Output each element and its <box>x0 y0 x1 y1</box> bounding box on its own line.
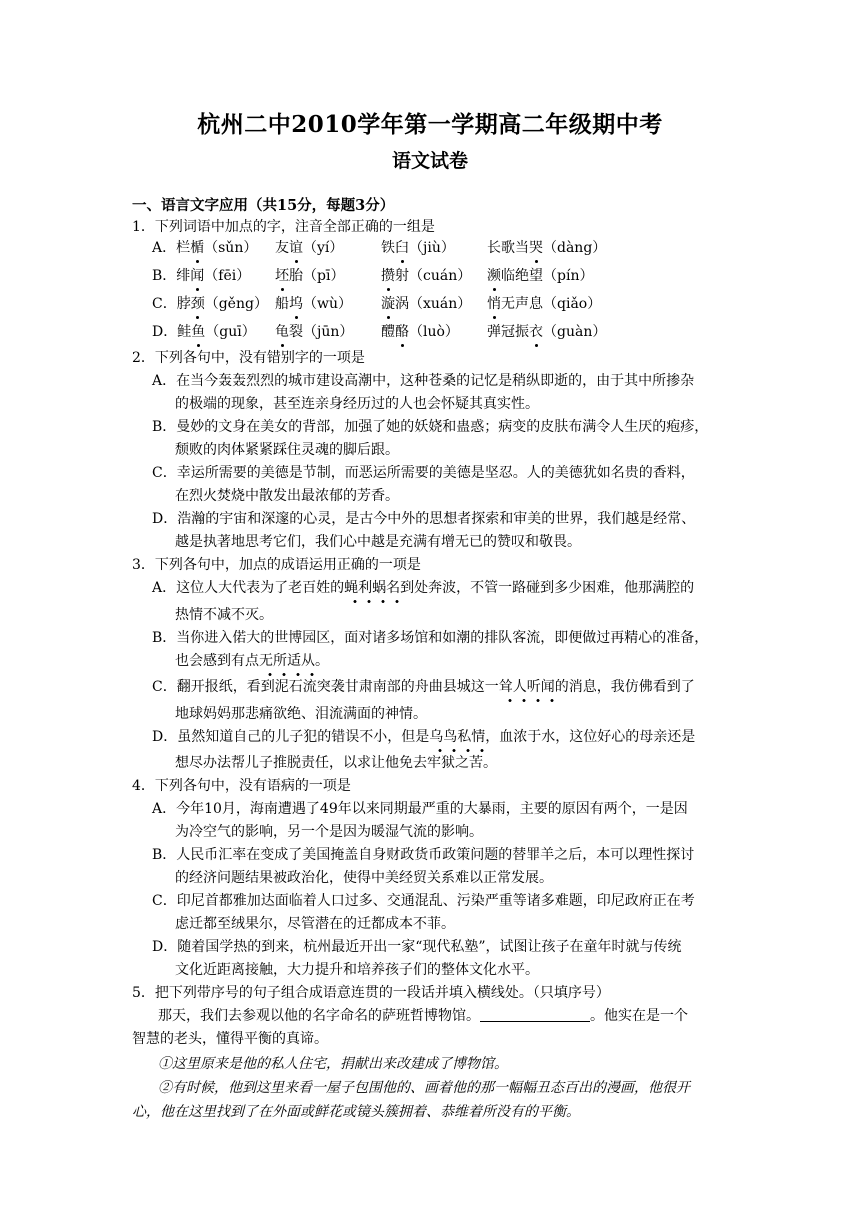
q3-option-a: A．这位人大代表为了老百姓的蝇利蜗名到处奔波，不管一路碰到多少困难，他那满腔的 <box>152 580 695 596</box>
dotted-idiom: 乌鸟私情 <box>429 729 486 745</box>
dotted-idiom: 无所适从 <box>259 653 315 669</box>
q1-option-a: A．栏楯（sǔn） 友谊（yí） 铁臼（jiù） 长歌当哭（dàng） <box>152 240 607 256</box>
q4-option-c-cont: 虑迁都至绒果尔，尽管潜在的迁都成本不菲。 <box>175 916 455 932</box>
q2-option-a: A．在当今轰轰烈烈的城市建设高潮中，这种苍桑的记忆是稍纵即逝的，由于其中所掺杂 <box>152 373 695 389</box>
q2-option-c: C．幸运所需要的美德是节制，而恶运所需要的美德是坚忍。人的美德犹如名贵的香料， <box>152 465 695 481</box>
q4-option-b: B．人民币汇率在变成了美国掩盖自身财政货币政策问题的替罪羊之后，本可以理性探讨 <box>152 847 695 863</box>
exam-title: 杭州二中2010学年第一学期高二年级期中考 <box>197 111 663 138</box>
q3-option-b-cont: 也会感到有点无所适从。 <box>175 653 329 669</box>
dotted-idiom: 蝇利蜗名 <box>344 580 401 596</box>
q3-option-c: C．翻开报纸，看到泥石流突袭甘肃南部的舟曲县城这一耸人听闻的消息，我仿佛看到了 <box>152 679 695 695</box>
q3-option-d: D．虽然知道自己的儿子犯的错误不小，但是乌鸟私情，血浓于水，这位好心的母亲还是 <box>152 729 696 745</box>
q4-option-c: C．印尼首都雅加达面临着人口过多、交通混乱、污染严重等诸多难题，印尼政府正在考 <box>152 893 695 909</box>
q3-stem: 3．下列各句中，加点的成语运用正确的一项是 <box>132 557 421 573</box>
q4-option-b-cont: 的经济问题结果被政治化，使得中美经贸关系难以正常发展。 <box>175 870 553 886</box>
q2-option-d-cont: 越是执著地思考它们，我们心中越是充满有增无已的赞叹和敬畏。 <box>175 534 581 550</box>
q3-option-d-cont: 想尽办法帮儿子推脱责任，以求让他免去牢狱之苦。 <box>175 755 497 771</box>
q1-option-c: C．脖颈（gěng） 船坞（wù） 漩涡（xuán） 悄无声息（qiǎo） <box>152 296 602 312</box>
q5-paragraph-cont: 智慧的老头，懂得平衡的真谛。 <box>132 1031 328 1047</box>
q4-option-a-cont: 为冷空气的影响，另一个是因为暖湿气流的影响。 <box>175 824 483 840</box>
q1-stem: 1．下列词语中加点的字，注音全部正确的一组是 <box>132 219 435 235</box>
answer-blank[interactable] <box>480 1007 590 1022</box>
q4-option-d-cont: 文化近距离接触，大力提升和培养孩子们的整体文化水平。 <box>175 962 539 978</box>
dotted-idiom: 耸人听闻 <box>498 679 555 695</box>
q5-sentence-2: ②有时候，他到这里来看一屋子包围他的、画着他的那一幅幅丑态百出的漫画，他很开 <box>158 1080 690 1096</box>
exam-subtitle: 语文试卷 <box>391 150 468 172</box>
q5-sentence-2-cont: 心，他在这里找到了在外面或鲜花或镜头簇拥着、恭维着所没有的平衡。 <box>132 1104 580 1120</box>
q4-stem: 4．下列各句中，没有语病的一项是 <box>132 778 351 794</box>
q1-option-b: B．绯闻（fēi） 坯胎（pī） 攒射（cuán） 濒临绝望（pín） <box>152 268 594 284</box>
q5-stem: 5．把下列带序号的句子组合成语意连贯的一段话并填入横线处。（只填序号） <box>132 985 610 1001</box>
q4-option-a: A．今年10月，海南遭遇了49年以来同期最严重的大暴雨，主要的原因有两个，一是因 <box>152 801 688 817</box>
q1-option-d: D．鲑鱼（guī） 龟裂（jūn） 醴酪（luò） 弹冠振衣（guàn） <box>152 324 607 340</box>
q2-stem: 2．下列各句中，没有错别字的一项是 <box>132 350 365 366</box>
q3-option-b: B．当你进入偌大的世博园区，面对诸多场馆和如潮的排队客流，即便做过再精心的准备， <box>152 630 709 646</box>
q2-option-a-cont: 的极端的现象，甚至连亲身经历过的人也会怀疑其真实性。 <box>175 396 539 412</box>
q5-paragraph: 那天，我们去参观以他的名字命名的萨班哲博物馆。 。他实在是一个 <box>158 1008 688 1024</box>
section-heading: 一、语言文字应用（共15分，每题3分） <box>132 197 395 214</box>
q3-option-c-cont: 地球妈妈那悲痛欲绝、泪流满面的神情。 <box>175 706 427 722</box>
q2-option-b: B．曼妙的文身在美女的背部，加强了她的妖娆和蛊惑；病变的皮肤布满令人生厌的疱疹， <box>152 419 709 435</box>
q2-option-d: D．浩瀚的宇宙和深邃的心灵，是古今中外的思想者探索和审美的世界，我们越是经常、 <box>152 511 696 527</box>
q4-option-d: D．随着国学热的到来，杭州最近开出一家“现代私塾”，试图让孩子在童年时就与传统 <box>152 939 682 955</box>
q2-option-b-cont: 颓败的肉体紧紧踩住灵魂的脚后跟。 <box>175 442 399 458</box>
q2-option-c-cont: 在烈火焚烧中散发出最浓郁的芳香。 <box>175 488 399 504</box>
q3-option-a-cont: 热情不减不灭。 <box>175 607 273 623</box>
q5-sentence-1: ①这里原来是他的私人住宅，捐献出来改建成了博物馆。 <box>158 1056 508 1072</box>
